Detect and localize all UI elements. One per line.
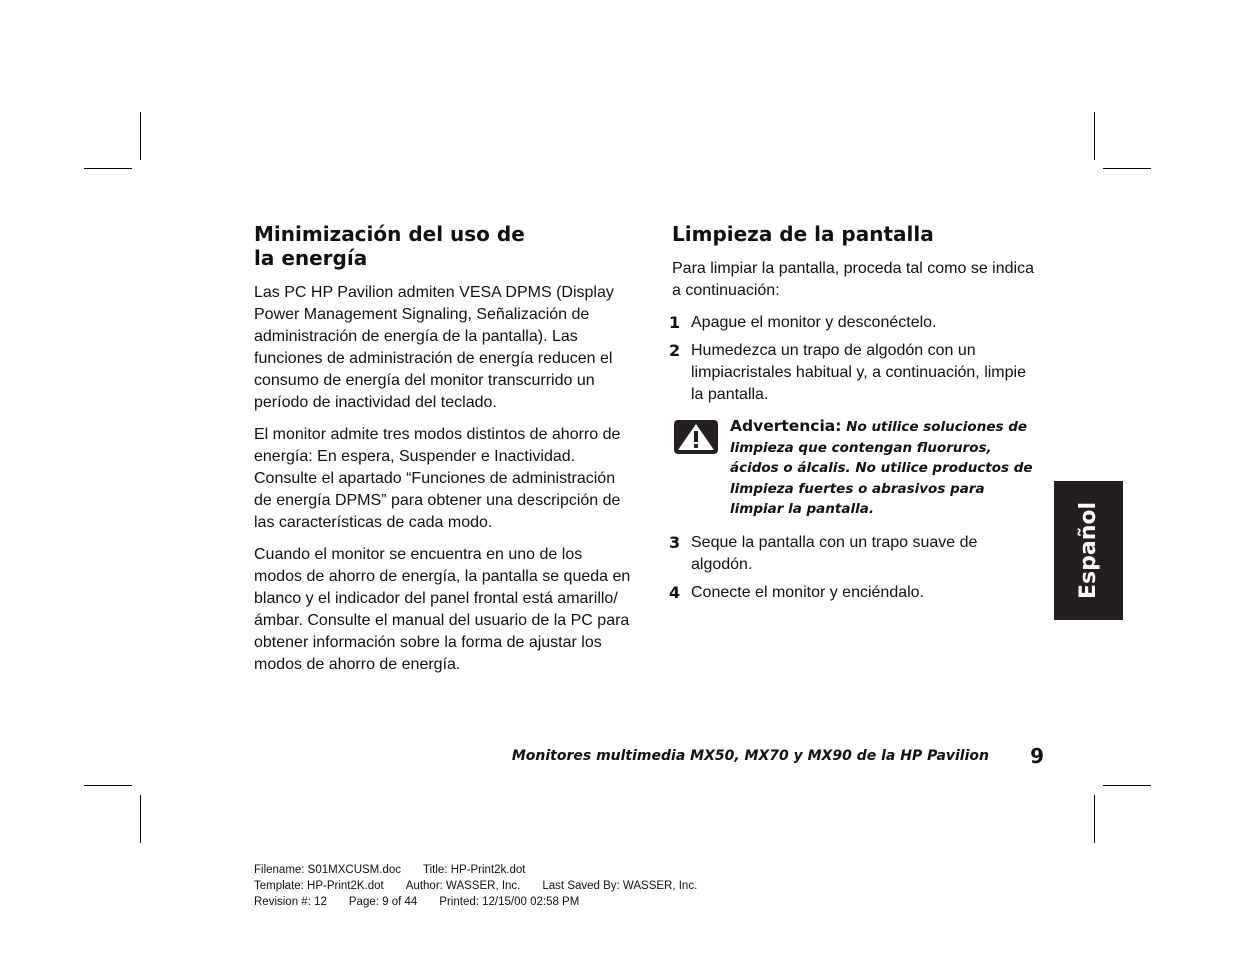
language-tab-label: Español — [1076, 501, 1102, 600]
warning-message: No utilice soluciones de limpieza que contengan fluoruros, ácidos o álcalis. No utilice productos de limpieza fuertes o abrasivos para limpiar la pantalla. — [730, 419, 1033, 517]
page-number: 9 — [1030, 744, 1044, 768]
step-number: 4 — [669, 582, 681, 602]
language-tab — [1054, 481, 1123, 620]
warning-text — [730, 416, 1042, 520]
left-column — [254, 222, 634, 686]
section-heading: Limpieza de la pantalla — [672, 222, 934, 246]
crop-mark — [84, 168, 132, 169]
warning-label: Advertencia: — [730, 417, 842, 435]
section-heading — [254, 222, 634, 270]
step-text: Apague el monitor y desconéctelo. — [691, 314, 937, 331]
meta-title: Title: HP-Print2k.dot — [423, 864, 526, 876]
file-metadata — [254, 862, 719, 910]
meta-filename: Filename: S01MXCUSM.doc — [254, 864, 401, 876]
paragraph: El monitor admite tres modos distintos de ahorro de energía: En espera, Suspender e Inactividad. Consulte el apartado “Funciones de administración de energía DPMS” para obtener una descripción de las características de cada modo. — [254, 426, 621, 531]
step-number: 1 — [669, 313, 681, 332]
list-item — [669, 582, 1042, 604]
step-text: Humedezca un trapo de algodón con un limpiacristales habitual y, a continuación, limpie la pantalla. — [691, 342, 1026, 403]
meta-last-saved: Last Saved By: WASSER, Inc. — [542, 880, 698, 892]
list-item — [669, 312, 1042, 334]
right-column — [669, 222, 1042, 610]
metadata-row — [254, 894, 719, 910]
crop-mark — [1103, 785, 1151, 786]
heading-line: Minimización del uso de — [254, 222, 525, 246]
warning-box — [672, 416, 1042, 520]
crop-mark — [140, 112, 141, 160]
meta-author: Author: WASSER, Inc. — [405, 880, 521, 892]
paragraph: Cuando el monitor se encuentra en uno de los modos de ahorro de energía, la pantalla se queda en blanco y el indicador del panel frontal está amarillo/ámbar. Consulte el manual del usuario de la PC para obtener información sobre la forma de ajustar los modos de ahorro de energía. — [254, 546, 631, 673]
crop-mark — [84, 785, 132, 786]
heading-line: la energía — [254, 246, 368, 270]
metadata-row — [254, 862, 719, 878]
step-number: 2 — [669, 341, 681, 360]
list-item — [669, 532, 1042, 576]
list-item — [669, 340, 1042, 406]
paragraph: Para limpiar la pantalla, proceda tal como se indica a continuación: — [672, 260, 1034, 299]
meta-printed: Printed: 12/15/00 02:58 PM — [439, 896, 580, 908]
paragraph: Las PC HP Pavilion admiten VESA DPMS (Display Power Management Signaling, Señalización de administración de energía de la pantalla). Las funciones de administración de energía reducen el consumo de energía del monitor transcurrido un período de inactividad del teclado. — [254, 284, 614, 411]
crop-mark — [1094, 112, 1095, 160]
step-number: 3 — [669, 532, 681, 552]
meta-revision: Revision #: 12 — [254, 896, 327, 908]
crop-mark — [1094, 795, 1095, 843]
crop-mark — [1103, 168, 1151, 169]
crop-mark — [140, 795, 141, 843]
metadata-row — [254, 878, 719, 894]
meta-page: Page: 9 of 44 — [348, 896, 418, 908]
meta-template: Template: HP-Print2K.dot — [254, 880, 384, 892]
footer-title: Monitores multimedia MX50, MX70 y MX90 de la HP Pavilion — [511, 748, 989, 764]
step-text: Conecte el monitor y enciéndalo. — [691, 583, 925, 601]
warning-triangle-icon — [674, 420, 718, 454]
step-text: Seque la pantalla con un trapo suave de algodón. — [691, 533, 978, 573]
